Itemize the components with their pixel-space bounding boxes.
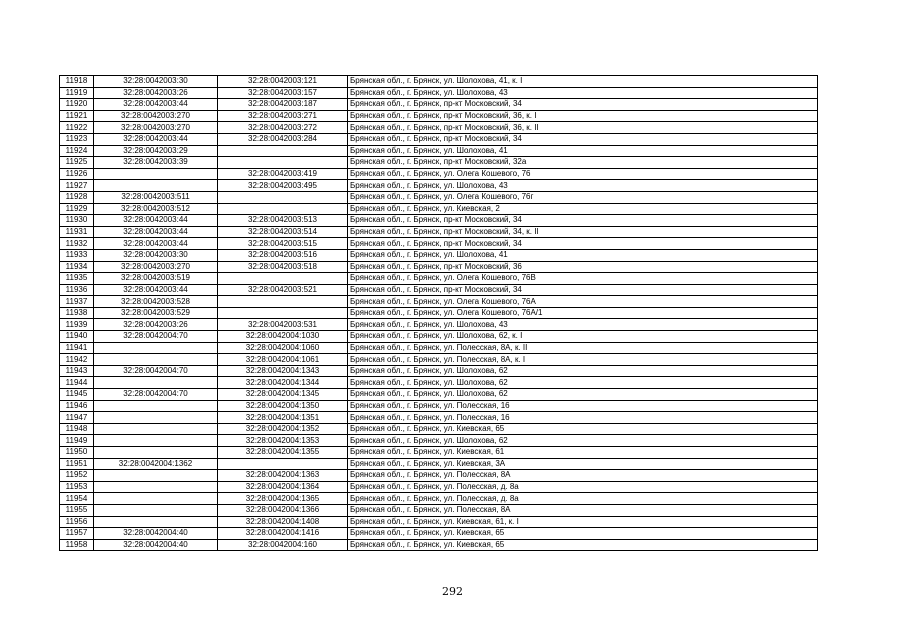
building-number-cell: 32:28:0042003:515 [218, 238, 348, 250]
parcel-number-cell [94, 516, 218, 528]
building-number-cell: 32:28:0042003:521 [218, 284, 348, 296]
parcel-number-cell: 32:28:0042003:29 [94, 145, 218, 157]
address-cell: Брянская обл., г. Брянск, ул. Киевская, 3А [348, 458, 818, 470]
address-cell: Брянская обл., г. Брянск, ул. Олега Кошевого, 76 [348, 168, 818, 180]
parcel-number-cell: 32:28:0042003:270 [94, 261, 218, 273]
table-row [60, 470, 818, 482]
row-number-cell: 11929 [60, 203, 94, 215]
table-row [60, 145, 818, 157]
row-number-cell: 11942 [60, 354, 94, 366]
address-cell: Брянская обл., г. Брянск, ул. Олега Кошевого, 76А/1 [348, 307, 818, 319]
building-number-cell [218, 157, 348, 169]
parcel-number-cell: 32:28:0042003:270 [94, 122, 218, 134]
row-number-cell: 11943 [60, 365, 94, 377]
row-number-cell: 11927 [60, 180, 94, 192]
parcel-number-cell [94, 504, 218, 516]
table-row [60, 180, 818, 192]
parcel-number-cell: 32:28:0042003:44 [94, 133, 218, 145]
row-number-cell: 11941 [60, 342, 94, 354]
address-cell: Брянская обл., г. Брянск, пр-кт Московский, 36, к. II [348, 122, 818, 134]
parcel-number-cell: 32:28:0042004:70 [94, 389, 218, 401]
row-number-cell: 11935 [60, 273, 94, 285]
table-row [60, 365, 818, 377]
row-number-cell: 11956 [60, 516, 94, 528]
address-cell: Брянская обл., г. Брянск, пр-кт Московский, 34 [348, 215, 818, 227]
building-number-cell [218, 458, 348, 470]
parcel-number-cell [94, 400, 218, 412]
row-number-cell: 11953 [60, 481, 94, 493]
parcel-number-cell [94, 493, 218, 505]
address-cell: Брянская обл., г. Брянск, пр-кт Московский, 34 [348, 133, 818, 145]
row-number-cell: 11944 [60, 377, 94, 389]
address-cell: Брянская обл., г. Брянск, ул. Полесская, 8А [348, 470, 818, 482]
building-number-cell: 32:28:0042003:271 [218, 110, 348, 122]
row-number-cell: 11957 [60, 528, 94, 540]
address-cell: Брянская обл., г. Брянск, ул. Киевская, 61 [348, 447, 818, 459]
row-number-cell: 11950 [60, 447, 94, 459]
address-cell: Брянская обл., г. Брянск, ул. Полесская, д. 8а [348, 493, 818, 505]
table-row [60, 458, 818, 470]
address-cell: Брянская обл., г. Брянск, пр-кт Московский, 32а [348, 157, 818, 169]
row-number-cell: 11939 [60, 319, 94, 331]
row-number-cell: 11936 [60, 284, 94, 296]
row-number-cell: 11918 [60, 76, 94, 88]
row-number-cell: 11951 [60, 458, 94, 470]
parcel-number-cell [94, 481, 218, 493]
row-number-cell: 11919 [60, 87, 94, 99]
table-row [60, 342, 818, 354]
parcel-number-cell: 32:28:0042003:39 [94, 157, 218, 169]
address-cell: Брянская обл., г. Брянск, ул. Олега Кошевого, 76г [348, 191, 818, 203]
building-number-cell: 32:28:0042004:1060 [218, 342, 348, 354]
parcel-number-cell [94, 377, 218, 389]
table-row [60, 516, 818, 528]
parcel-number-cell [94, 412, 218, 424]
table-row [60, 284, 818, 296]
table-row [60, 307, 818, 319]
row-number-cell: 11922 [60, 122, 94, 134]
parcel-number-cell [94, 435, 218, 447]
row-number-cell: 11938 [60, 307, 94, 319]
address-cell: Брянская обл., г. Брянск, ул. Шолохова, 43 [348, 319, 818, 331]
building-number-cell: 32:28:0042003:419 [218, 168, 348, 180]
address-cell: Брянская обл., г. Брянск, ул. Олега Кошевого, 76А [348, 296, 818, 308]
table-row [60, 110, 818, 122]
parcel-number-cell: 32:28:0042003:30 [94, 249, 218, 261]
building-number-cell: 32:28:0042004:1061 [218, 354, 348, 366]
table-row [60, 215, 818, 227]
address-cell: Брянская обл., г. Брянск, ул. Полесская, 8А, к. I [348, 354, 818, 366]
building-number-cell [218, 273, 348, 285]
address-cell: Брянская обл., г. Брянск, ул. Шолохова, 62 [348, 377, 818, 389]
building-number-cell: 32:28:0042004:1353 [218, 435, 348, 447]
parcel-number-cell: 32:28:0042003:511 [94, 191, 218, 203]
parcel-number-cell [94, 342, 218, 354]
building-number-cell: 32:28:0042003:272 [218, 122, 348, 134]
table-row [60, 435, 818, 447]
address-cell: Брянская обл., г. Брянск, ул. Шолохова, 41, к. I [348, 76, 818, 88]
building-number-cell: 32:28:0042003:513 [218, 215, 348, 227]
building-number-cell: 32:28:0042003:157 [218, 87, 348, 99]
building-number-cell: 32:28:0042004:160 [218, 539, 348, 551]
address-cell: Брянская обл., г. Брянск, пр-кт Московский, 34 [348, 99, 818, 111]
row-number-cell: 11931 [60, 226, 94, 238]
table-body [60, 76, 818, 551]
address-cell: Брянская обл., г. Брянск, ул. Шолохова, 62 [348, 435, 818, 447]
table-row [60, 481, 818, 493]
cadastral-registry-table [59, 75, 818, 551]
building-number-cell [218, 145, 348, 157]
building-number-cell: 32:28:0042003:514 [218, 226, 348, 238]
address-cell: Брянская обл., г. Брянск, ул. Шолохова, 62, к. I [348, 331, 818, 343]
row-number-cell: 11933 [60, 249, 94, 261]
row-number-cell: 11928 [60, 191, 94, 203]
address-cell: Брянская обл., г. Брянск, ул. Полесская, 8А, к. II [348, 342, 818, 354]
address-cell: Брянская обл., г. Брянск, ул. Полесская, 16 [348, 412, 818, 424]
table-row [60, 157, 818, 169]
row-number-cell: 11945 [60, 389, 94, 401]
building-number-cell: 32:28:0042004:1365 [218, 493, 348, 505]
building-number-cell: 32:28:0042004:1344 [218, 377, 348, 389]
building-number-cell [218, 203, 348, 215]
table-row [60, 539, 818, 551]
address-cell: Брянская обл., г. Брянск, ул. Киевская, 61, к. I [348, 516, 818, 528]
building-number-cell: 32:28:0042003:121 [218, 76, 348, 88]
row-number-cell: 11924 [60, 145, 94, 157]
table-row [60, 354, 818, 366]
row-number-cell: 11937 [60, 296, 94, 308]
table-row [60, 226, 818, 238]
parcel-number-cell [94, 180, 218, 192]
table-row [60, 249, 818, 261]
building-number-cell [218, 296, 348, 308]
parcel-number-cell: 32:28:0042003:44 [94, 226, 218, 238]
table-row [60, 504, 818, 516]
table-row [60, 389, 818, 401]
parcel-number-cell: 32:28:0042004:70 [94, 331, 218, 343]
building-number-cell: 32:28:0042003:516 [218, 249, 348, 261]
parcel-number-cell: 32:28:0042003:30 [94, 76, 218, 88]
table-row [60, 377, 818, 389]
parcel-number-cell: 32:28:0042003:44 [94, 99, 218, 111]
address-cell: Брянская обл., г. Брянск, ул. Киевская, 65 [348, 423, 818, 435]
address-cell: Брянская обл., г. Брянск, ул. Шолохова, 62 [348, 365, 818, 377]
building-number-cell: 32:28:0042004:1363 [218, 470, 348, 482]
row-number-cell: 11955 [60, 504, 94, 516]
address-cell: Брянская обл., г. Брянск, ул. Киевская, 65 [348, 528, 818, 540]
page-number: 292 [442, 585, 463, 598]
table-row [60, 296, 818, 308]
row-number-cell: 11940 [60, 331, 94, 343]
parcel-number-cell [94, 354, 218, 366]
parcel-number-cell: 32:28:0042003:44 [94, 215, 218, 227]
address-cell: Брянская обл., г. Брянск, пр-кт Московский, 34 [348, 284, 818, 296]
table-row [60, 447, 818, 459]
building-number-cell: 32:28:0042004:1416 [218, 528, 348, 540]
parcel-number-cell: 32:28:0042003:528 [94, 296, 218, 308]
building-number-cell: 32:28:0042004:1345 [218, 389, 348, 401]
row-number-cell: 11946 [60, 400, 94, 412]
table-row [60, 238, 818, 250]
parcel-number-cell: 32:28:0042003:270 [94, 110, 218, 122]
row-number-cell: 11934 [60, 261, 94, 273]
address-cell: Брянская обл., г. Брянск, ул. Киевская, 2 [348, 203, 818, 215]
row-number-cell: 11930 [60, 215, 94, 227]
row-number-cell: 11926 [60, 168, 94, 180]
building-number-cell: 32:28:0042004:1352 [218, 423, 348, 435]
parcel-number-cell: 32:28:0042003:26 [94, 87, 218, 99]
table-row [60, 133, 818, 145]
parcel-number-cell: 32:28:0042003:529 [94, 307, 218, 319]
row-number-cell: 11947 [60, 412, 94, 424]
building-number-cell: 32:28:0042004:1350 [218, 400, 348, 412]
table-row [60, 99, 818, 111]
building-number-cell: 32:28:0042003:284 [218, 133, 348, 145]
table-row [60, 122, 818, 134]
row-number-cell: 11958 [60, 539, 94, 551]
address-cell: Брянская обл., г. Брянск, пр-кт Московский, 36 [348, 261, 818, 273]
table-row [60, 412, 818, 424]
table-row [60, 319, 818, 331]
parcel-number-cell [94, 168, 218, 180]
building-number-cell: 32:28:0042003:187 [218, 99, 348, 111]
address-cell: Брянская обл., г. Брянск, ул. Киевская, 65 [348, 539, 818, 551]
building-number-cell: 32:28:0042003:518 [218, 261, 348, 273]
table-row [60, 261, 818, 273]
address-cell: Брянская обл., г. Брянск, ул. Полесская, 16 [348, 400, 818, 412]
building-number-cell: 32:28:0042003:531 [218, 319, 348, 331]
row-number-cell: 11920 [60, 99, 94, 111]
row-number-cell: 11949 [60, 435, 94, 447]
parcel-number-cell: 32:28:0042003:512 [94, 203, 218, 215]
address-cell: Брянская обл., г. Брянск, ул. Шолохова, 43 [348, 87, 818, 99]
table-row [60, 203, 818, 215]
parcel-number-cell [94, 470, 218, 482]
row-number-cell: 11921 [60, 110, 94, 122]
address-cell: Брянская обл., г. Брянск, ул. Шолохова, 41 [348, 145, 818, 157]
building-number-cell [218, 191, 348, 203]
building-number-cell: 32:28:0042004:1343 [218, 365, 348, 377]
row-number-cell: 11954 [60, 493, 94, 505]
building-number-cell: 32:28:0042004:1030 [218, 331, 348, 343]
table-row [60, 87, 818, 99]
address-cell: Брянская обл., г. Брянск, ул. Олега Кошевого, 76В [348, 273, 818, 285]
row-number-cell: 11925 [60, 157, 94, 169]
address-cell: Брянская обл., г. Брянск, ул. Полесская, 8А [348, 504, 818, 516]
building-number-cell: 32:28:0042004:1366 [218, 504, 348, 516]
row-number-cell: 11932 [60, 238, 94, 250]
address-cell: Брянская обл., г. Брянск, ул. Шолохова, 43 [348, 180, 818, 192]
parcel-number-cell: 32:28:0042003:519 [94, 273, 218, 285]
table-row [60, 76, 818, 88]
table-row [60, 423, 818, 435]
parcel-number-cell: 32:28:0042004:70 [94, 365, 218, 377]
table-row [60, 273, 818, 285]
table-row [60, 400, 818, 412]
parcel-number-cell: 32:28:0042004:1362 [94, 458, 218, 470]
address-cell: Брянская обл., г. Брянск, пр-кт Московский, 34 [348, 238, 818, 250]
parcel-number-cell [94, 423, 218, 435]
building-number-cell: 32:28:0042003:495 [218, 180, 348, 192]
table-row [60, 191, 818, 203]
address-cell: Брянская обл., г. Брянск, пр-кт Московский, 34, к. II [348, 226, 818, 238]
building-number-cell: 32:28:0042004:1408 [218, 516, 348, 528]
parcel-number-cell: 32:28:0042004:40 [94, 539, 218, 551]
parcel-number-cell: 32:28:0042003:26 [94, 319, 218, 331]
parcel-number-cell: 32:28:0042004:40 [94, 528, 218, 540]
building-number-cell [218, 307, 348, 319]
address-cell: Брянская обл., г. Брянск, ул. Шолохова, 41 [348, 249, 818, 261]
parcel-number-cell [94, 447, 218, 459]
building-number-cell: 32:28:0042004:1351 [218, 412, 348, 424]
parcel-number-cell: 32:28:0042003:44 [94, 284, 218, 296]
table-row [60, 168, 818, 180]
table-row [60, 528, 818, 540]
address-cell: Брянская обл., г. Брянск, ул. Шолохова, 62 [348, 389, 818, 401]
building-number-cell: 32:28:0042004:1355 [218, 447, 348, 459]
address-cell: Брянская обл., г. Брянск, пр-кт Московский, 36, к. I [348, 110, 818, 122]
table-row [60, 493, 818, 505]
parcel-number-cell: 32:28:0042003:44 [94, 238, 218, 250]
building-number-cell: 32:28:0042004:1364 [218, 481, 348, 493]
row-number-cell: 11952 [60, 470, 94, 482]
table-row [60, 331, 818, 343]
address-cell: Брянская обл., г. Брянск, ул. Полесская, д. 8а [348, 481, 818, 493]
row-number-cell: 11923 [60, 133, 94, 145]
row-number-cell: 11948 [60, 423, 94, 435]
